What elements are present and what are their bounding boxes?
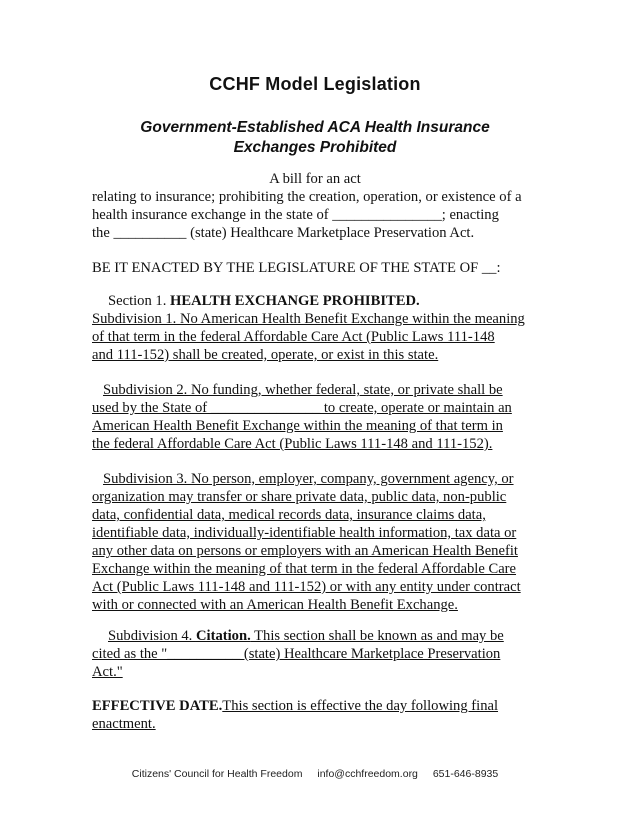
section-1 xyxy=(92,292,552,364)
subtitle-line-1: Government-Established ACA Health Insurance xyxy=(140,119,490,136)
effective-date-line xyxy=(92,697,552,715)
subdivision-2 xyxy=(92,381,552,453)
bill-intro-heading: A bill for an act xyxy=(269,171,361,187)
subdivision-2-line: the federal Affordable Care Act (Public Laws 111-148 and 111-152). xyxy=(92,436,493,452)
subdivision-3-line: organization may transfer or share private data, public data, non-public xyxy=(92,489,507,505)
document-title: CCHF Model Legislation xyxy=(209,74,421,94)
bill-intro-line: health insurance exchange in the state of _______________; enacting xyxy=(92,207,499,223)
section-1-prefix: Section 1. xyxy=(108,293,171,309)
effective-date-line: enactment. xyxy=(92,716,156,732)
section-1-heading: HEALTH EXCHANGE PROHIBITED. xyxy=(170,293,420,309)
subdivision-3 xyxy=(92,470,552,614)
subdivision-4-line: Act." xyxy=(92,664,123,680)
effective-date-heading: EFFECTIVE DATE. xyxy=(92,698,223,714)
subdivision-3-line: Exchange within the meaning of that term in the federal Affordable Care xyxy=(92,561,517,577)
subdivision-2-line: Subdivision 2. No funding, whether federal, state, or private shall be xyxy=(103,382,503,398)
document-subtitle xyxy=(0,118,630,158)
subdivision-3-line: any other data on persons or employers with an American Health Benefit xyxy=(92,543,518,559)
subdivision-4 xyxy=(92,627,552,681)
subdivision-4-text: This section shall be known as and may be xyxy=(250,628,504,644)
subdivision-3-line: identifiable data, individually-identifiable health information, tax data or xyxy=(92,525,517,541)
subdivision-2-line: used by the State of _______________ to create, operate or maintain an xyxy=(92,400,512,416)
subdivision-3-line: Act (Public Laws 111-148 and 111-152) or with any entity under contract xyxy=(92,579,521,595)
footer xyxy=(0,768,630,780)
subdivision-4-prefix: Subdivision 4. xyxy=(108,628,196,644)
subdivision-1-line: and 111-152) shall be created, operate, or exist in this state. xyxy=(92,347,439,363)
citation-heading: Citation. xyxy=(195,628,251,644)
subdivision-2-line: American Health Benefit Exchange within the meaning of that term in xyxy=(92,418,503,434)
subdivision-1-line: Subdivision 1. No American Health Benefit Exchange within the meaning xyxy=(92,311,525,327)
subtitle-line-2: Exchanges Prohibited xyxy=(233,139,397,156)
enacted-clause xyxy=(92,259,552,277)
footer-phone: 651-646-8935 xyxy=(432,768,499,780)
footer-org: Citizens' Council for Health Freedom xyxy=(131,768,303,780)
footer-email: info@cchfreedom.org xyxy=(317,768,418,780)
subdivision-1-line: of that term in the federal Affordable Care Act (Public Laws 111-148 xyxy=(92,329,495,345)
subdivision-3-line: Subdivision 3. No person, employer, company, government agency, or xyxy=(103,471,514,487)
effective-date-text: This section is effective the day following final xyxy=(222,698,499,714)
bill-intro-line: relating to insurance; prohibiting the creation, operation, or existence of a xyxy=(92,189,522,205)
subdivision-3-line: data, confidential data, medical records data, insurance claims data, xyxy=(92,507,486,523)
enacted-clause-text: BE IT ENACTED BY THE LEGISLATURE OF THE STATE OF __: xyxy=(92,260,501,276)
bill-intro xyxy=(92,188,552,242)
subdivision-4-line xyxy=(92,627,552,645)
subdivision-3-line: with or connected with an American Health Benefit Exchange. xyxy=(92,597,458,613)
bill-intro-line: the __________ (state) Healthcare Marketplace Preservation Act. xyxy=(92,225,475,241)
effective-date xyxy=(92,697,552,733)
subdivision-4-line: cited as the "__________ (state) Healthcare Marketplace Preservation xyxy=(92,646,501,662)
section-1-heading-line xyxy=(92,292,552,310)
